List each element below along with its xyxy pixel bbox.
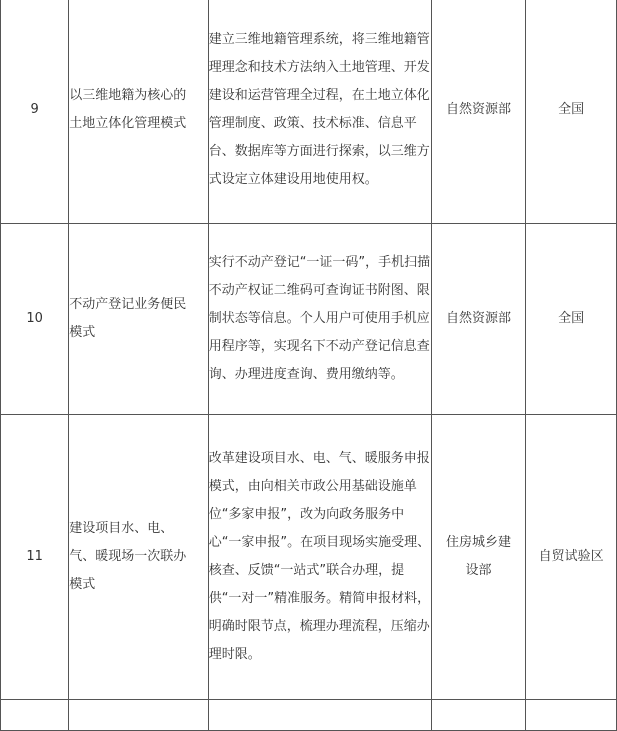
item-name-text: 不动产登记业务便民 模式 (69, 297, 187, 340)
department-text: 自然资源部 (445, 311, 511, 326)
scope-cell (526, 0, 617, 224)
department-text: 住房城乡建 设部 (445, 535, 511, 578)
row-number (1, 0, 69, 224)
item-description-text: 建立三维地籍管理系统，将三维地籍管理理念和技术方法纳入土地管理、开发建设和运营管理全过程，在土地立体化管理制度、政策、技术标准、信息平台、数据库等方面进行探索，以三维方式设定立体建设用地使用权。 (208, 32, 430, 187)
row-number (1, 224, 69, 415)
item-description-text: 实行不动产登记“一证一码”，手机扫描不动产权证二维码可查询证书附图、限制状态等信息。个人用户可使用手机应用程序等，实现名下不动产登记信息查询、办理进度查询、费用缴纳等。 (208, 255, 431, 382)
item-description-cell (208, 415, 431, 700)
item-description-text: 改革建设项目水、电、气、暖服务申报模式，由向相关市政公用基础设施单位“多家申报”，改为向政务服务中心“一家申报”。在项目现场实施受理、核查、反馈“一站式”联合办理，提供“一对一”精准服务。精简申报材料，明确时限节点，梳理办理流程，压缩办理时限。 (208, 451, 431, 662)
scope-cell (526, 224, 617, 415)
item-description-cell (208, 224, 431, 415)
scope-text: 全国 (558, 311, 585, 326)
item-name-cell (69, 0, 208, 224)
table-row (1, 224, 617, 415)
scope-text: 自贸试验区 (538, 549, 604, 564)
item-name-cell (69, 700, 208, 731)
item-name-cell (69, 415, 208, 700)
department-cell (431, 224, 526, 415)
item-name-text: 建设项目水、电、 气、暖现场一次联办 模式 (69, 521, 187, 592)
department-text: 自然资源部 (445, 102, 511, 117)
scope-cell (526, 700, 617, 731)
department-cell (431, 700, 526, 731)
department-cell (431, 0, 526, 224)
row-number (1, 415, 69, 700)
table-row (1, 0, 617, 224)
item-name-cell (69, 224, 208, 415)
table-row (1, 415, 617, 700)
table-row (1, 700, 617, 731)
row-number (1, 700, 69, 731)
scope-cell (526, 415, 617, 700)
item-description-cell (208, 0, 431, 224)
scope-text: 全国 (558, 102, 585, 117)
item-description-cell (208, 700, 431, 731)
row-number-text: 11 (26, 549, 43, 564)
row-number-text: 10 (26, 311, 43, 326)
item-name-text: 以三维地籍为核心的 土地立体化管理模式 (69, 88, 187, 131)
row-number-text: 9 (30, 102, 39, 117)
department-cell (431, 415, 526, 700)
